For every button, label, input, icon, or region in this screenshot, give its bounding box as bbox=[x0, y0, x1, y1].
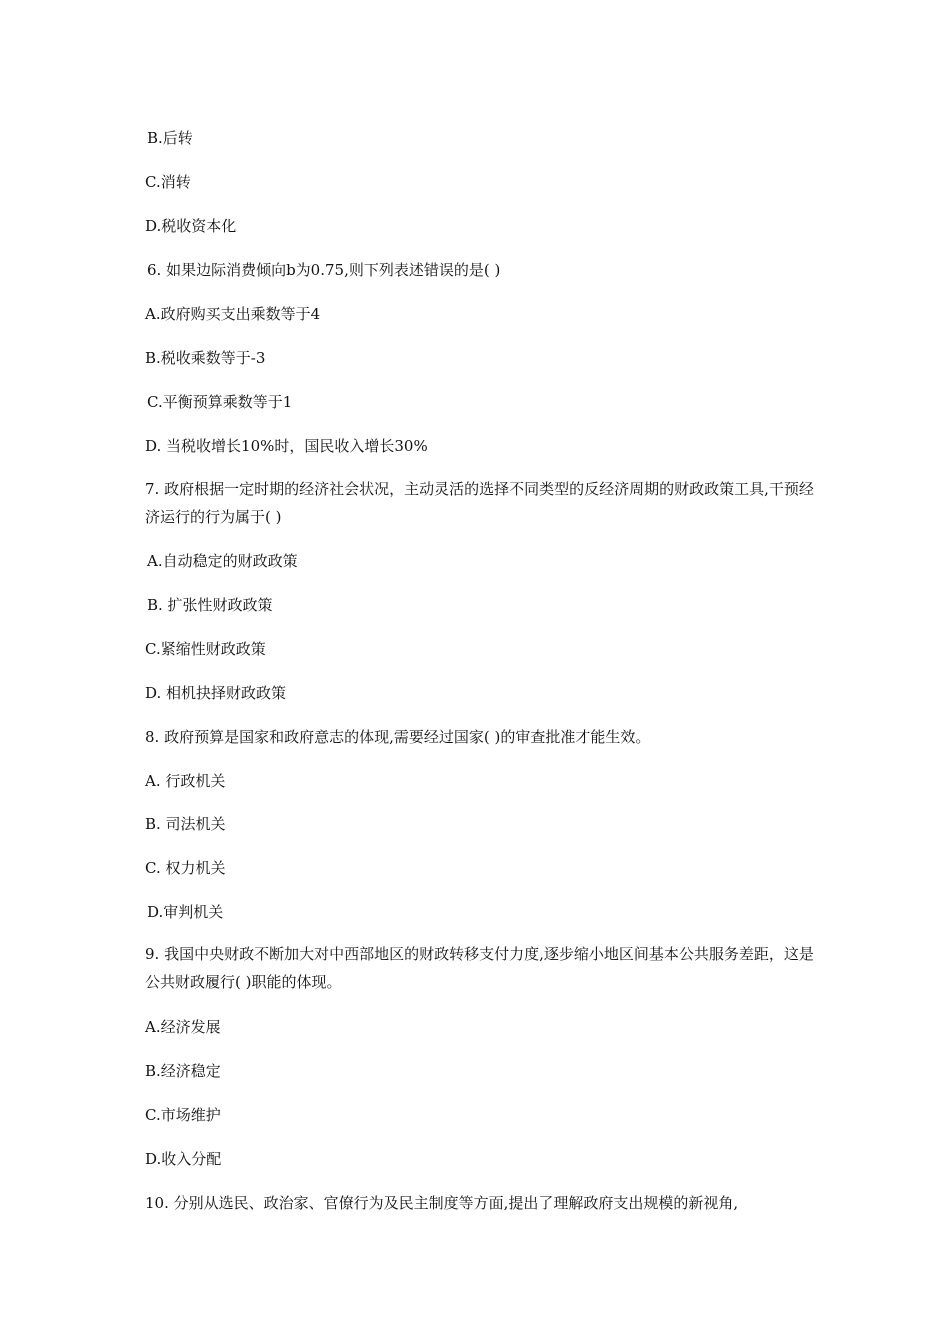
option-9a: A.经济发展 bbox=[145, 1018, 221, 1036]
option-8d: D.审判机关 bbox=[147, 903, 224, 921]
option-8c: C. 权力机关 bbox=[145, 859, 226, 877]
option-9b: B.经济稳定 bbox=[145, 1062, 221, 1080]
question-9: 9. 我国中央财政不断加大对中西部地区的财政转移支付力度,逐步缩小地区间基本公共服务差距，这是公共财政履行( )职能的体现。 bbox=[145, 945, 814, 991]
question-8: 8. 政府预算是国家和政府意志的体现,需要经过国家( )的审查批准才能生效。 bbox=[145, 728, 651, 746]
option-8b: B. 司法机关 bbox=[145, 815, 226, 833]
option-7b: B. 扩张性财政政策 bbox=[147, 596, 273, 614]
question-7: 7. 政府根据一定时期的经济社会状况，主动灵活的选择不同类型的反经济周期的财政政策工具,干预经济运行的行为属于( ) bbox=[145, 480, 814, 526]
option-7a: A.自动稳定的财政政策 bbox=[147, 552, 298, 570]
option-5d: D.税收资本化 bbox=[145, 217, 237, 235]
option-8a: A. 行政机关 bbox=[145, 772, 226, 790]
option-6b: B.税收乘数等于-3 bbox=[145, 349, 266, 367]
option-7c: C.紧缩性财政政策 bbox=[145, 640, 266, 658]
question-6: 6. 如果边际消费倾向b为0.75,则下列表述错误的是( ) bbox=[147, 261, 501, 279]
option-9d: D.收入分配 bbox=[145, 1150, 222, 1168]
option-6a: A.政府购买支出乘数等于4 bbox=[145, 305, 321, 323]
option-6c: C.平衡预算乘数等于1 bbox=[147, 393, 293, 411]
option-6d: D. 当税收增长10%时，国民收入增长30% bbox=[145, 437, 428, 455]
option-9c: C.市场维护 bbox=[145, 1106, 221, 1124]
option-5b: B.后转 bbox=[147, 129, 193, 147]
option-7d: D. 相机抉择财政政策 bbox=[145, 684, 287, 702]
question-10: 10. 分别从选民、政治家、官僚行为及民主制度等方面,提出了理解政府支出规模的新视角, bbox=[145, 1194, 739, 1212]
option-5c: C.消转 bbox=[145, 173, 191, 191]
